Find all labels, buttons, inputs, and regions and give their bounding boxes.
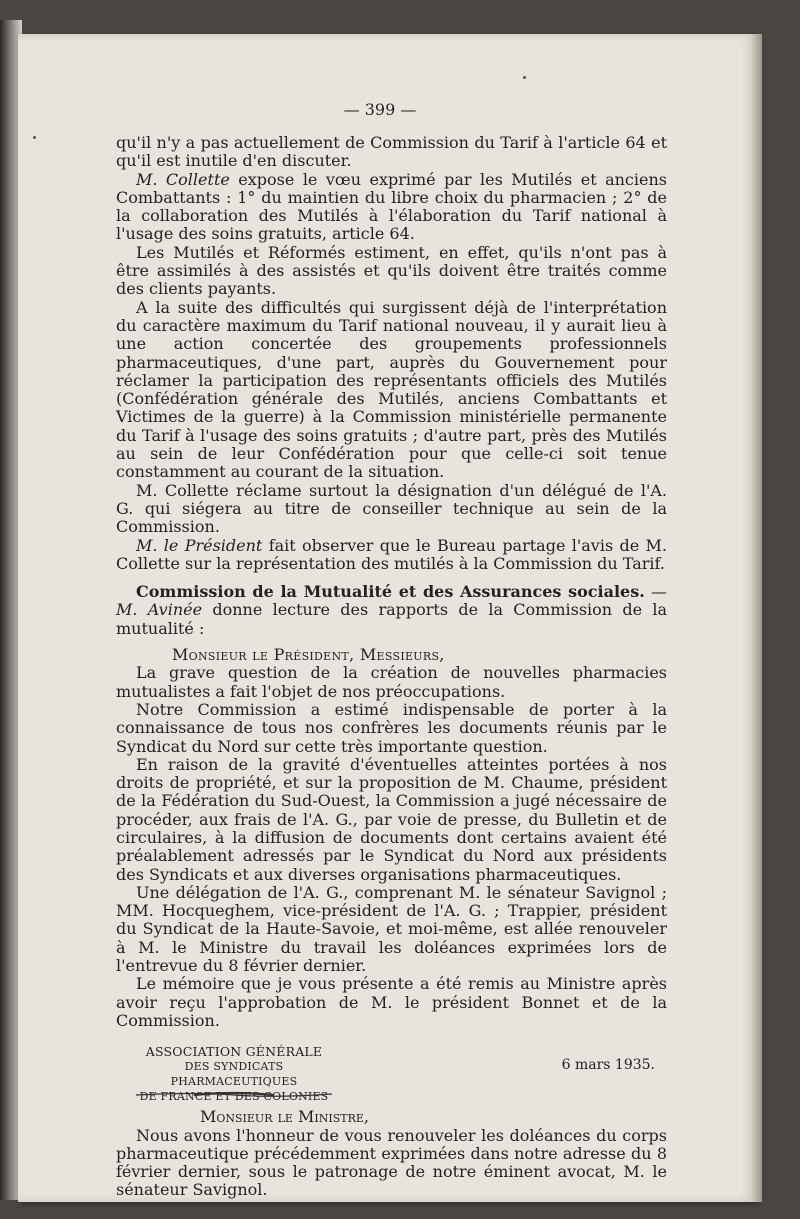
paragraph: Le mémoire que je vous présente a été remis au Ministre après avoir reçu l'approbation de M. le président Bonnet et de la Commission. xyxy=(116,974,667,1030)
page-number: — 399 — xyxy=(343,100,417,119)
letterhead xyxy=(116,1044,667,1108)
association-name: ASSOCIATION GÉNÉRALE DES SYNDICATS PHARMACEUTIQUES DE FRANCE ET DES COLONIES xyxy=(139,1044,329,1104)
paragraph: En raison de la gravité d'éventuelles atteintes portées à nos droits de propriété, et sur la proposition de M. Chaume, président de la Fédération du Sud-Ouest, la Commission a jugé nécessaire de procéder, aux frais de l'A. G., par voie de presse, du Bulletin et de circulaires, à la diffusion de documents dont certains avaient été préalablement adressés par le Syndicat du Nord aux présidents des Syndicats et aux diverses organisations pharmaceutiques. xyxy=(116,754,667,884)
paragraph: M. le Président fait observer que le Bureau partage l'avis de M. Collette sur la représentation des mutilés à la Commission du Tarif. xyxy=(116,535,667,573)
section-heading-paragraph: Commission de la Mutualité et des Assurances sociales. — M. Avinée donne lecture des rapports de la Commission de la mutualité : xyxy=(116,582,668,638)
paragraph: Nous avons l'honneur de vous renouveler les doléances du corps pharmaceutique précédemment exprimées dans notre adresse du 8 février dernier, sous le patronage de notre éminent avocat, M. le sénateur Savignol. xyxy=(116,1125,667,1200)
speaker-name: M. Collette xyxy=(136,169,230,189)
paper-speck xyxy=(523,76,526,79)
document-body xyxy=(116,98,667,1200)
salutation: Monsieur le Ministre, xyxy=(200,1107,369,1127)
paragraph: La grave question de la création de nouvelles pharmacies mutualistes a fait l'objet de nos préoccupations. xyxy=(116,663,667,701)
salutation: Monsieur le Président, Messieurs, xyxy=(172,645,445,665)
letter-date: 6 mars 1935. xyxy=(561,1057,655,1074)
paper-speck xyxy=(33,136,36,139)
paragraph: M. Collette expose le vœu exprimé par les Mutilés et anciens Combattants : 1° du maintien du libre choix du pharmacien ; 2° de la collaboration des Mutilés à l'élaboration du Tarif national à l'usage des soins gratuits, article 64. xyxy=(116,169,667,244)
paragraph: Une délégation de l'A. G., comprenant M. le sénateur Savignol ; MM. Hocqueghem, vice-président de l'A. G. ; Trappier, président du Syndicat de la Haute-Savoie, et moi-même, est allée renouveler à M. le Ministre du travail les doléances exprimées lors de l'entrevue du 8 février dernier. xyxy=(116,882,667,976)
paragraph: Notre Commission a estimé indispensable de porter à la connaissance de tous nos confrères les documents réunis par le Syndicat du Nord sur cette très importante question. xyxy=(116,699,667,756)
section-title: Commission de la Mutualité et des Assurances sociales. xyxy=(136,582,645,602)
page-edge-shadow xyxy=(752,34,762,1202)
speaker-name: M. le Président xyxy=(136,535,263,555)
paragraph: A la suite des difficultés qui surgissent déjà de l'interprétation du caractère maximum du Tarif national nouveau, il y aurait lieu à une action concertée des groupements professionnels pharmaceutiques, d'une part, auprès du Gouvernement pour réclamer la participation des représentants officiels des Mutilés (Confédération générale des Mutilés, anciens Combattants et Victimes de la guerre) à la Commission ministérielle permanente du Tarif à l'usage des soins gratuits ; d'autre part, près des Mutilés au sein de leur Confédération pour que celle-ci soit tenue constamment au courant de la situation. xyxy=(116,297,667,482)
speaker-name: M. Avinée xyxy=(116,600,203,620)
paragraph: Les Mutilés et Réformés estiment, en effet, qu'ils n'ont pas à être assimilés à des assistés et qu'ils doivent être traités comme des clients payants. xyxy=(116,242,667,299)
paragraph: qu'il n'y a pas actuellement de Commission du Tarif à l'article 64 et qu'il est inutile d'en discuter. xyxy=(116,133,667,171)
ornamental-rule xyxy=(134,1090,334,1100)
paragraph: M. Collette réclame surtout la désignation d'un délégué de l'A. G. qui siégera au titre de conseiller technique au sein de la Commission. xyxy=(116,480,667,537)
